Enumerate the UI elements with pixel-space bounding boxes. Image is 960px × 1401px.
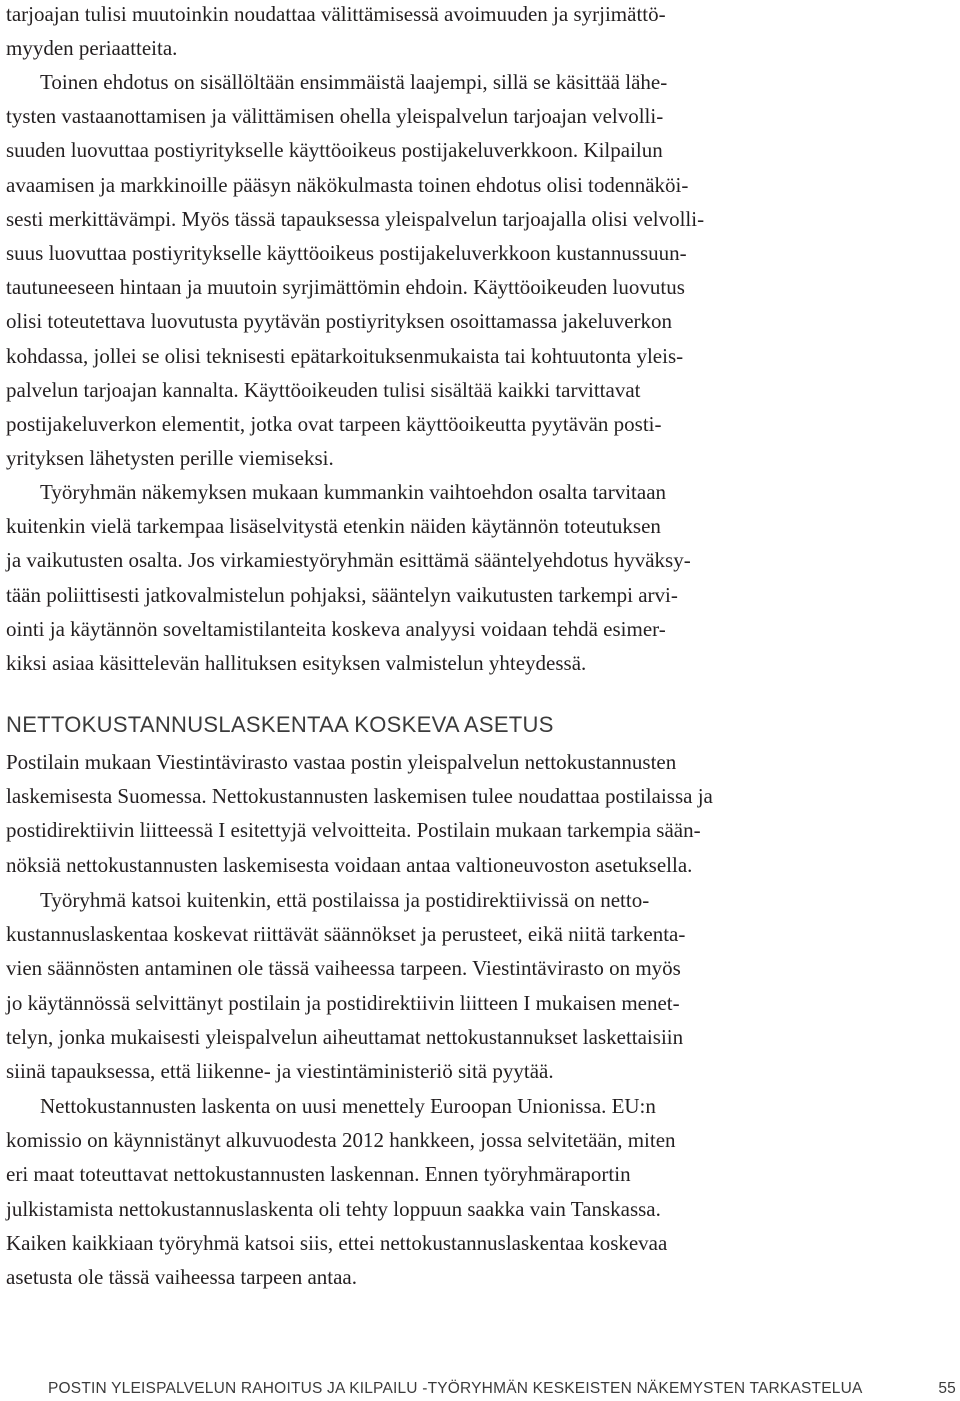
text-line: palvelun tarjoajan kannalta. Käyttöoikeuden tulisi sisältää kaikki tarvittavat	[6, 377, 641, 402]
text-line: olisi toteutettava luovutusta pyytävän postiyrityksen osoittamassa jakeluverkon	[6, 309, 673, 334]
text-line: Työryhmän näkemyksen mukaan kummankin vaihtoehdon osalta tarvitaan	[40, 480, 667, 504]
text-line: kiksi asiaa käsittelevän hallituksen esityksen valmistelun yhteydessä.	[6, 651, 587, 676]
text-line: suus luovuttaa postiyritykselle käyttöoikeus postijakeluverkkoon kustannussuun-	[6, 241, 687, 266]
running-footer-title: POSTIN YLEISPALVELUN RAHOITUS JA KILPAILU -TYÖRYHMÄN KESKEISTEN NÄKEMYSTEN TARKASTELUA	[48, 1380, 863, 1397]
text-line: Postilain mukaan Viestintävirasto vastaa postin yleispalvelun nettokustannusten	[6, 750, 677, 774]
text-line: postidirektiivin liitteessä I esitettyjä velvoitteita. Postilain mukaan tarkempia sään-	[6, 818, 701, 843]
text-line: tautuneeseen hintaan ja muutoin syrjimättömin ehdoin. Käyttöoikeuden luovutus	[6, 275, 685, 300]
paragraph-postal-law	[6, 745, 713, 882]
text-line: vien säännösten antaminen ole tässä vaiheessa tarpeen. Viestintävirasto on myös	[6, 956, 681, 981]
paragraph-eu-net-cost	[6, 1089, 676, 1294]
text-line: eri maat toteuttavat nettokustannusten laskennan. Ennen työryhmäraportin	[6, 1162, 631, 1187]
text-line: ointi ja käytännön soveltamistilanteita koskeva analyysi voidaan tehdä esimer-	[6, 616, 666, 641]
text-line: myyden periaatteita.	[6, 36, 178, 61]
text-line: Kaiken kaikkiaan työryhmä katsoi siis, ettei nettokustannuslaskentaa koskevaa	[6, 1230, 668, 1255]
text-line: tään poliittisesti jatkovalmistelun pohjaksi, sääntelyn vaikutusten tarkempi arvi-	[6, 582, 678, 607]
text-line: kustannuslaskentaa koskevat riittävät säännökset ja perusteet, eikä niitä tarkenta-	[6, 922, 686, 947]
text-line: siinä tapauksessa, että liikenne- ja viestintäministeriö sitä pyytää.	[6, 1059, 554, 1084]
text-line: tysten vastaanottamisen ja välittämisen ohella yleispalvelun tarjoajan velvolli-	[6, 104, 664, 129]
paragraph-working-group-view	[6, 475, 691, 680]
text-line: postijakeluverkon elementit, jotka ovat tarpeen käyttöoikeutta pyytävän posti-	[6, 412, 662, 437]
text-line: Toinen ehdotus on sisällöltään ensimmäistä laajempi, sillä se käsittää lähe-	[40, 70, 668, 94]
paragraph-working-group-opinion	[6, 883, 685, 1088]
text-line: yrityksen lähetysten perille viemiseksi.	[6, 446, 334, 471]
text-line: asetusta ole tässä vaiheessa tarpeen antaa.	[6, 1265, 358, 1290]
text-line: telyn, jonka mukaisesti yleispalvelun aiheuttamat nettokustannukset laskettaisiin	[6, 1024, 684, 1049]
text-line: Nettokustannusten laskenta on uusi menettely Euroopan Unionissa. EU:n	[40, 1094, 656, 1118]
text-line: laskemisesta Suomessa. Nettokustannusten laskemisen tulee noudattaa postilaissa ja	[6, 784, 713, 809]
text-line: tarjoajan tulisi muutoinkin noudattaa välittämisessä avoimuuden ja syrjimättö-	[6, 2, 666, 26]
paragraph-continuation	[6, 0, 666, 65]
text-line: suuden luovuttaa postiyritykselle käyttöoikeus postijakeluverkkoon. Kilpailun	[6, 138, 663, 163]
text-line: julkistamista nettokustannuslaskenta oli tehty loppuun saakka vain Tanskassa.	[6, 1196, 661, 1221]
text-line: Työryhmä katsoi kuitenkin, että postilaissa ja postidirektiivissä on netto-	[40, 888, 650, 912]
text-line: kohdassa, jollei se olisi teknisesti epätarkoituksenmukaista tai kohtuutonta yleis-	[6, 343, 684, 368]
text-line: sesti merkittävämpi. Myös tässä tapauksessa yleispalvelun tarjoajalla olisi velvolli-	[6, 206, 705, 231]
text-line: komissio on käynnistänyt alkuvuodesta 2012 hankkeen, jossa selvitetään, miten	[6, 1128, 676, 1153]
text-line: kuitenkin vielä tarkempaa lisäselvitystä etenkin näiden käytännön toteutuksen	[6, 514, 661, 539]
section-heading: NETTOKUSTANNUSLASKENTAA KOSKEVA ASETUS	[6, 712, 554, 737]
text-line: ja vaikutusten osalta. Jos virkamiestyöryhmän esittämä sääntelyehdotus hyväksy-	[6, 548, 691, 573]
page-number: 55	[938, 1380, 956, 1397]
text-line: jo käytännössä selvittänyt postilain ja postidirektiivin liitteen I mukaisen menet-	[6, 990, 680, 1015]
paragraph-second-proposal	[6, 65, 704, 475]
text-line: avaamisen ja markkinoille pääsyn näkökulmasta toinen ehdotus olisi todennäköi-	[6, 172, 689, 197]
text-line: nöksiä nettokustannusten laskemisesta voidaan antaa valtioneuvoston asetuksella.	[6, 852, 693, 877]
